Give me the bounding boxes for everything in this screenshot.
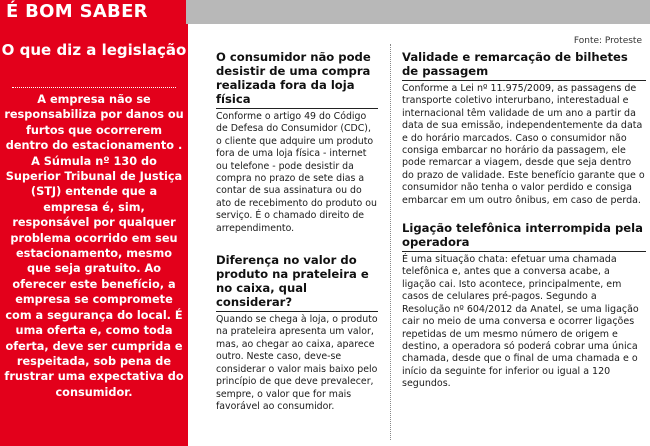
source-credit: Fonte: Proteste — [573, 36, 642, 46]
legislation-panel — [0, 24, 188, 446]
article-online-purchase — [216, 50, 378, 235]
column-2 — [402, 50, 646, 391]
article-title: Validade e remarcação de bilhetes de passagem — [402, 50, 646, 81]
article-price-difference — [216, 253, 378, 413]
section-tab: É BOM SABER — [0, 0, 186, 24]
article-body: Quando se chega à loja, o produto na prateleira apresenta um valor, mas, ao chegar ao caixa, aparece outro. Neste caso, deve-se considerar o valor mais baixo pelo princípio de que deve prevalecer, sempre, o valor que for mais favorável ao consumidor. — [216, 314, 378, 412]
article-body: Conforme a Lei nº 11.975/2009, as passagens de transporte coletivo interurbano, interestadual e internacional têm validade de um ano a partir da data de sua emissão, independentemente da data e do horário marcados. Caso o consumidor não consiga embarcar no horário da passagem, ele pode remarcar a viagem, desde que seja dentro do prazo de validade. Este benefício garante que o consumidor não tenha o valor perdido e consiga embarcar em um outro ônibus, em caso de perda. — [402, 83, 645, 206]
article-body: Conforme o artigo 49 do Código de Defesa do Consumidor (CDC), o cliente que adquire um produto fora de uma loja física - internet ou telefone - pode desistir da compra no prazo de sete dias a contar de sua assinatura ou do ato de recebimento do produto ou serviço. É o chamado direito de arrependimento. — [216, 111, 377, 234]
article-title: Ligação telefônica interrompida pela operadora — [402, 221, 646, 252]
column-divider — [390, 44, 391, 440]
dotted-divider — [12, 87, 176, 88]
column-1 — [216, 50, 378, 413]
legislation-body: A empresa não se responsabiliza por danos ou furtos que ocorrerem dentro do estacionamento . A Súmula nº 130 do Superior Tribunal de Justiça (STJ) entende que a empresa é, sim, responsável por qualquer problema ocorrido em seu estacionamento, mesmo que seja gratuito. Ao oferecer este benefício, a empresa se compromete com a segurança do local. É uma oferta e, como toda oferta, deve ser cumprida e respeitada, sob pena de frustrar uma expectativa do consumidor. — [4, 93, 184, 399]
legislation-title: O que diz a legislação — [1, 41, 187, 59]
article-body: É uma situação chata: efetuar uma chamada telefônica e, antes que a conversa acabe, a ligação cai. Isto acontece, principalmente, em casos de celulares pré-pagos. Segundo a Resolução nº 604/2012 da Anatel, se uma ligação cair no meio de uma conversa e ocorrer ligações repetidas de um mesmo número de origem e destino, a operadora só poderá cobrar uma única chamada, desde que o final de uma chamada e o início da seguinte for inferior ou igual a 120 segundos. — [402, 254, 639, 390]
article-title: Diferença no valor do produto na prateleira e no caixa, qual considerar? — [216, 253, 378, 312]
article-dropped-call — [402, 221, 646, 390]
article-title: O consumidor não pode desistir de uma compra realizada fora da loja física — [216, 50, 378, 109]
article-ticket-validity — [402, 50, 646, 207]
